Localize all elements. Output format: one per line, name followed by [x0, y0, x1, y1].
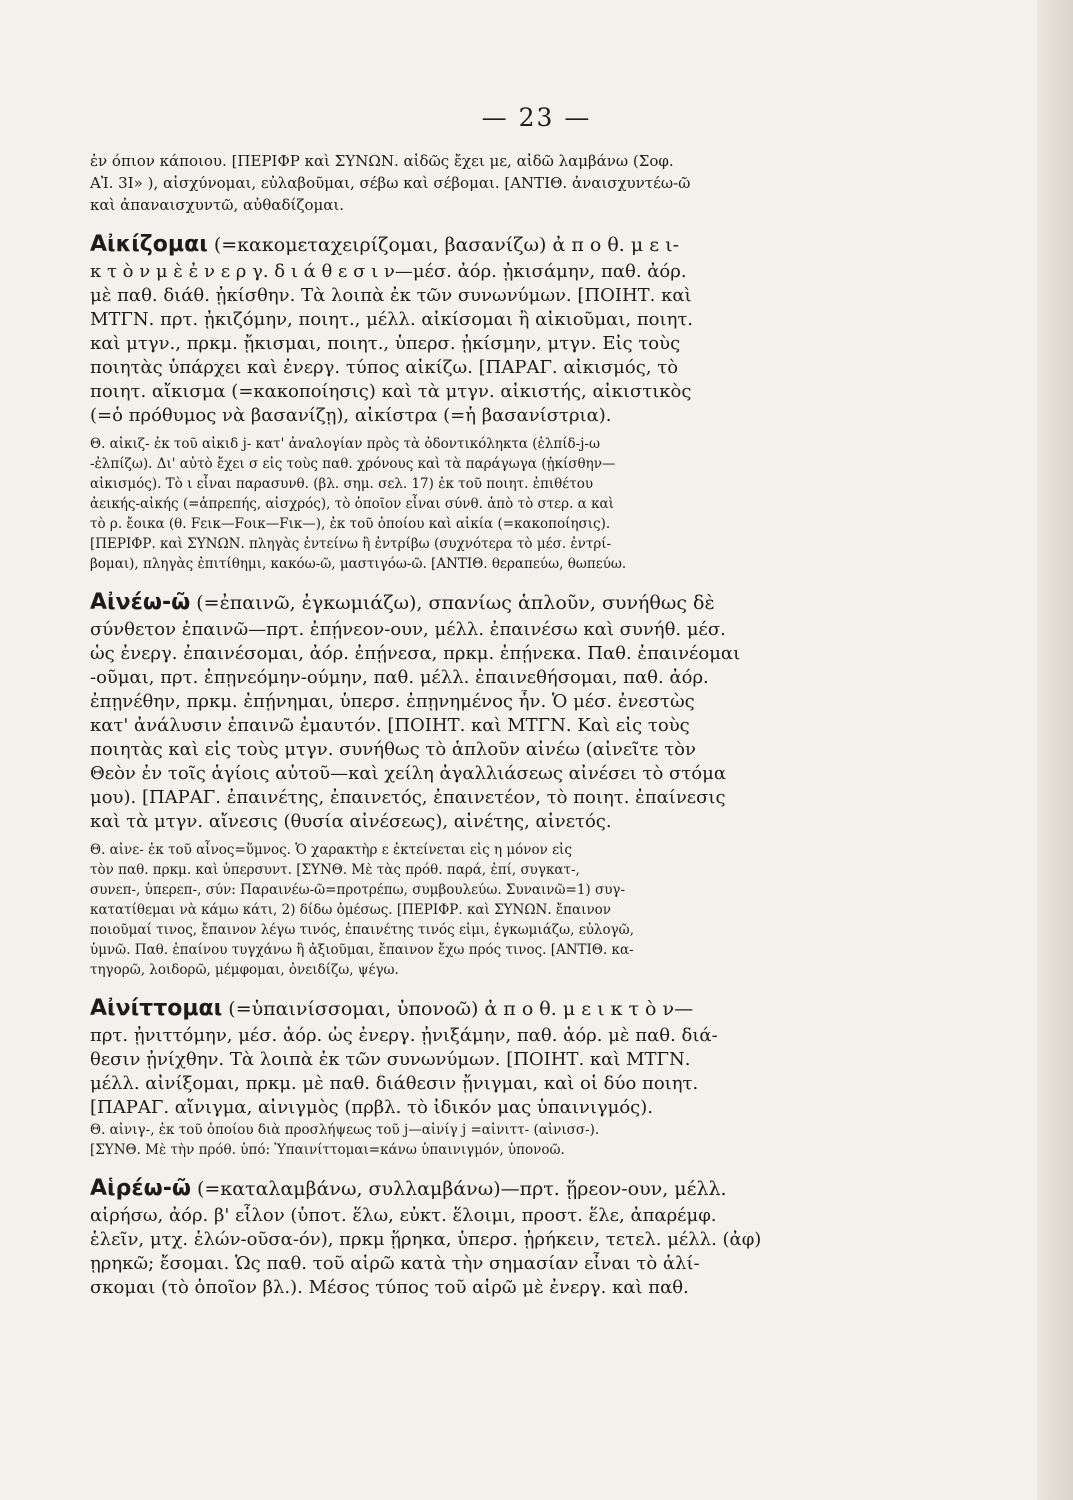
entry-headline: [90, 1174, 928, 1204]
entry-headline: [90, 588, 928, 618]
text-line: -οῦμαι, πρτ. ἐπῃνεόμην-ούμην, παθ. μέλλ. ἐπαινεθήσομαι, παθ. ἀόρ.: [90, 667, 709, 688]
entry-headline: [90, 994, 928, 1024]
text-line: ποιητὰς ὑπάρχει καὶ ἐνεργ. τύπος αἰκίζω. [ΠΑΡΑΓ. αἰκισμός, τὸ: [90, 357, 679, 378]
text-line: μου). [ΠΑΡΑΓ. ἐπαινέτης, ἐπαινετός, ἐπαινετέον, τὸ ποιητ. ἐπαίνεσις: [90, 787, 726, 808]
text-line: αἱρήσω, ἀόρ. β' εἷλον (ὑποτ. ἕλω, εὐκτ. ἕλοιμι, προστ. ἕλε, ἀπαρέμφ.: [90, 1205, 717, 1226]
etymology-note: τηγορῶ, λοιδορῶ, μέμφομαι, ὀνειδίζω, ψέγω.: [90, 962, 399, 978]
text-line: [ΠΑΡΑΓ. αἴνιγμα, αἰνιγμὸς (πρβλ. τὸ ἰδικόν μας ὑπαινιγμός).: [90, 1097, 654, 1118]
page-edge-shadow: [1037, 0, 1073, 1500]
text-line: ῃρηκῶ; ἔσομαι. Ὡς παθ. τοῦ αἱρῶ κατὰ τὴν σημασίαν εἶναι τὸ ἁλί-: [90, 1253, 700, 1274]
text-line: θεσιν ᾐνίχθην. Τὰ λοιπὰ ἐκ τῶν συνωνύμων. [ΠΟΙΗΤ. καὶ ΜΤΓΝ.: [90, 1049, 691, 1070]
entry-definition: (=ἐπαινῶ, ἐγκωμιάζω), σπανίως ἁπλοῦν, συνήθως δὲ: [196, 592, 715, 614]
etymology-note: συνεπ-, ὑπερεπ-, σύν: Παραινέω-ῶ=προτρέπω, συμβουλεύω. Συναινῶ=1) συγ-: [90, 882, 626, 898]
etymology-note: [ΣΥΝΘ. Μὲ τὴν πρόθ. ὑπό: Ὑπαινίττομαι=κάνω ὑπαινιγμόν, ὑπονοῶ.: [90, 1142, 565, 1158]
text-line: πρτ. ᾐνιττόμην, μέσ. ἀόρ. ὡς ἐνεργ. ᾐνιξάμην, παθ. ἀόρ. μὲ παθ. διά-: [90, 1025, 718, 1046]
etymology-note: -ἐλπίζω). Δι' αὐτὸ ἔχει σ εἰς τοὺς παθ. χρόνους καὶ τὰ παράγωγα (ᾐκίσθην—: [90, 456, 616, 472]
entry-definition: (=ὑπαινίσσομαι, ὑπονοῶ) ἀ π ο θ. μ ε ι κ τ ὸ ν—: [228, 998, 694, 1020]
etymology-note: κατατίθεμαι νὰ κάμω κάτι, 2) δίδω ὁμέσως. [ΠΕΡΙΦΡ. καὶ ΣΥΝΩΝ. ἔπαινον: [90, 902, 612, 918]
text-line: μὲ παθ. διάθ. ᾐκίσθην. Τὰ λοιπὰ ἐκ τῶν συνωνύμων. [ΠΟΙΗΤ. καὶ: [90, 285, 692, 306]
etymology-note: τὸν παθ. πρκμ. καὶ ὑπερσυντ. [ΣΥΝΘ. Μὲ τὰς πρόθ. παρά, ἐπί, συγκατ-,: [90, 862, 580, 878]
etymology-note: Θ. αἰνε- ἐκ τοῦ αἶνος=ὕμνος. Ὁ χαρακτὴρ ε ἐκτείνεται εἰς η μόνον εἰς: [90, 842, 572, 858]
etymology-note: τὸ ρ. ἔοικα (θ. Fεικ—Fοικ—Fικ—), ἐκ τοῦ ὁποίου καὶ αἰκία (=κακοποίησις).: [90, 516, 611, 532]
text-line: μέλλ. αἰνίξομαι, πρκμ. μὲ παθ. διάθεσιν ᾔνιγμαι, καὶ οἱ δύο ποιητ.: [90, 1073, 699, 1094]
etymology-note: ὑμνῶ. Παθ. ἐπαίνου τυγχάνω ἢ ἀξιοῦμαι, ἔπαινον ἔχω πρός τινος. [ΑΝΤΙΘ. κα-: [90, 942, 634, 958]
etymology-note: Θ. αἰκιζ- ἐκ τοῦ αἰκιδ j- κατ' ἀναλογίαν πρὸς τὰ ὀδοντικόληκτα (ἐλπίδ-j-ω: [90, 436, 600, 452]
text-line: ἐπῃνέθην, πρκμ. ἐπῄνημαι, ὑπερσ. ἐπῃνημένος ἦν. Ὁ μέσ. ἐνεστὼς: [90, 691, 695, 712]
text-line: κατ' ἀνάλυσιν ἐπαινῶ ἐμαυτόν. [ΠΟΙΗΤ. καὶ ΜΤΓΝ. Καὶ εἰς τοὺς: [90, 715, 690, 736]
text-line: σύνθετον ἐπαινῶ—πρτ. ἐπῄνεον-ουν, μέλλ. ἐπαινέσω καὶ συνήθ. μέσ.: [90, 619, 726, 640]
entry-lemma: Αἰκίζομαι: [90, 232, 208, 257]
text-line: καὶ τὰ μτγν. αἴνεσις (θυσία αἰνέσεως), αἰνέτης, αἰνετός.: [90, 811, 612, 832]
entry-lemma: Αἱρέω-ῶ: [90, 1176, 191, 1201]
text-line: κ τ ὸ ν μ ὲ ἐ ν ε ρ γ. δ ι ά θ ε σ ι ν—μέσ. ἀόρ. ᾐκισάμην, παθ. ἀόρ.: [90, 261, 687, 282]
entry-definition: (=καταλαμβάνω, συλλαμβάνω)—πρτ. ᾕρεον-ουν, μέλλ.: [197, 1178, 727, 1200]
text-line: ΑἸ. 3Ι» ), αἰσχύνομαι, εὐλαβοῦμαι, σέβω καὶ σέβομαι. [ΑΝΤΙΘ. ἀναισχυντέω-ῶ: [90, 174, 691, 192]
etymology-note: βομαι), πληγὰς ἐπιτίθημι, κακόω-ῶ, μαστιγόω-ῶ. [ΑΝΤΙΘ. θεραπεύω, θωπεύω.: [90, 556, 627, 572]
etymology-note: [ΠΕΡΙΦΡ. καὶ ΣΥΝΩΝ. πληγὰς ἐντείνω ἢ ἐντρίβω (συχνότερα τὸ μέσ. ἐντρί-: [90, 536, 612, 552]
text-line: καὶ μτγν., πρκμ. ᾔκισμαι, ποιητ., ὑπερσ. ᾐκίσμην, μτγν. Εἰς τοὺς: [90, 333, 681, 354]
dictionary-text: [90, 150, 928, 1300]
text-line: ΜΤΓΝ. πρτ. ᾐκιζόμην, ποιητ., μέλλ. αἰκίσομαι ἢ αἰκιοῦμαι, ποιητ.: [90, 309, 694, 330]
text-line: ὡς ἐνεργ. ἐπαινέσομαι, ἀόρ. ἐπῄνεσα, πρκμ. ἐπῄνεκα. Παθ. ἐπαινέομαι: [90, 643, 741, 664]
page-number: — 23 —: [481, 103, 592, 132]
entry-lemma: Αἰνέω-ῶ: [90, 590, 191, 615]
text-line: ποιητὰς καὶ εἰς τοὺς μτγν. συνήθως τὸ ἁπλοῦν αἰνέω (αἰνεῖτε τὸν: [90, 739, 696, 760]
entry-headline: [90, 230, 928, 260]
etymology-note: Θ. αἰνιγ-, ἐκ τοῦ ὁποίου διὰ προσλήψεως τοῦ j—αἰνίγ j =αἰνιττ- (αἰνισσ-).: [90, 1122, 600, 1138]
etymology-note: αἰκισμός). Τὸ ι εἶναι παρασυνθ. (βλ. σημ. σελ. 17) ἐκ τοῦ ποιητ. ἐπιθέτου: [90, 476, 594, 492]
etymology-note: ποιοῦμαί τινος, ἔπαινον λέγω τινός, ἐπαινέτης τινός εἰμι, ἐγκωμιάζω, εὐλογῶ,: [90, 922, 634, 938]
etymology-note: ἀεικής-αἰκής (=ἀπρεπής, αἰσχρός), τὸ ὁποῖον εἶναι σύνθ. ἀπὸ τὸ στερ. α καὶ: [90, 496, 614, 512]
text-line: ἑλεῖν, μτχ. ἑλών-οῦσα-όν), πρκμ ᾕρηκα, ὑπερσ. ᾑρήκειν, τετελ. μέλλ. (ἀφ): [90, 1229, 762, 1250]
entry-lemma: Αἰνίττομαι: [90, 996, 223, 1021]
text-line: ποιητ. αἴκισμα (=κακοποίησις) καὶ τὰ μτγν. αἰκιστής, αἰκιστικὸς: [90, 381, 692, 402]
text-line: Θεὸν ἐν τοῖς ἁγίοις αὐτοῦ—καὶ χείλη ἀγαλλιάσεως αἰνέσει τὸ στόμα: [90, 763, 726, 784]
text-line: (=ὁ πρόθυμος νὰ βασανίζῃ), αἰκίστρα (=ἡ βασανίστρια).: [90, 405, 612, 426]
entry-definition: (=κακομεταχειρίζομαι, βασανίζω) ἀ π ο θ. μ ε ι-: [213, 234, 679, 256]
text-line: ἐν όπιον κάποιου. [ΠΕΡΙΦΡ καὶ ΣΥΝΩΝ. αἰδῶς ἔχει με, αἰδῶ λαμβάνω (Σοφ.: [90, 152, 674, 170]
text-line: καὶ ἀπαναισχυντῶ, αὐθαδίζομαι.: [90, 196, 345, 214]
text-line: σκομαι (τὸ ὁποῖον βλ.). Μέσος τύπος τοῦ αἱρῶ μὲ ἐνεργ. καὶ παθ.: [90, 1277, 689, 1298]
